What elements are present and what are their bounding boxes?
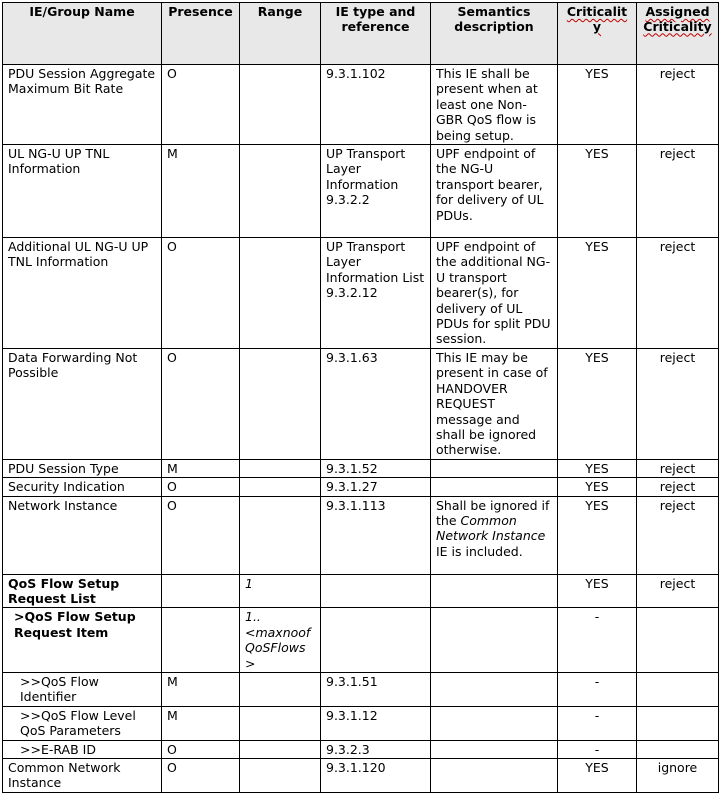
table-row	[3, 740, 719, 758]
semantics	[431, 672, 558, 706]
ie-type: 9.3.1.102	[321, 65, 431, 145]
ie-type: 9.3.1.120	[321, 759, 431, 793]
range	[240, 740, 321, 758]
range	[240, 348, 321, 459]
semantics	[431, 574, 558, 608]
range	[240, 459, 321, 477]
criticality: YES	[558, 145, 637, 238]
ie-name: QoS Flow Setup Request List	[3, 574, 162, 608]
criticality: -	[558, 672, 637, 706]
range	[240, 238, 321, 349]
range	[240, 672, 321, 706]
presence: O	[162, 478, 240, 496]
header-row	[3, 3, 719, 65]
assigned-criticality: reject	[637, 574, 719, 608]
assigned-criticality: reject	[637, 65, 719, 145]
range	[240, 759, 321, 793]
table-row	[3, 145, 719, 238]
ie-name: >QoS Flow Setup Request Item	[3, 608, 162, 673]
presence: O	[162, 759, 240, 793]
ie-type: 9.3.1.52	[321, 459, 431, 477]
range: 1..<maxnoofQoSFlows>	[240, 608, 321, 673]
ie-type: 9.3.1.12	[321, 706, 431, 740]
range	[240, 706, 321, 740]
presence	[162, 608, 240, 673]
presence: O	[162, 348, 240, 459]
table-row	[3, 574, 719, 608]
criticality: YES	[558, 759, 637, 793]
ie-name: Security Indication	[3, 478, 162, 496]
table-row	[3, 706, 719, 740]
ie-type: UP Transport Layer Information List 9.3.2.12	[321, 238, 431, 349]
table-row	[3, 672, 719, 706]
ie-name: Common Network Instance	[3, 759, 162, 793]
table-row	[3, 238, 719, 349]
ie-name: UL NG-U UP TNL Information	[3, 145, 162, 238]
assigned-criticality	[637, 740, 719, 758]
header-ie-type: IE type and reference	[321, 3, 431, 65]
table-row	[3, 348, 719, 459]
criticality: YES	[558, 238, 637, 349]
assigned-criticality: reject	[637, 348, 719, 459]
criticality: -	[558, 740, 637, 758]
header-semantics: Semantics description	[431, 3, 558, 65]
range	[240, 145, 321, 238]
ie-name: PDU Session Aggregate Maximum Bit Rate	[3, 65, 162, 145]
presence: M	[162, 459, 240, 477]
ie-name: PDU Session Type	[3, 459, 162, 477]
ie-type: 9.3.1.113	[321, 496, 431, 574]
table-row	[3, 759, 719, 793]
table-row	[3, 65, 719, 145]
range	[240, 478, 321, 496]
range	[240, 65, 321, 145]
presence: M	[162, 145, 240, 238]
ie-name: >>QoS Flow Identifier	[3, 672, 162, 706]
ie-name: >>QoS Flow Level QoS Parameters	[3, 706, 162, 740]
semantics: This IE may be present in case of HANDOVER REQUEST message and shall be ignored otherwise.	[431, 348, 558, 459]
header-range: Range	[240, 3, 321, 65]
ie-type: 9.3.2.3	[321, 740, 431, 758]
presence: O	[162, 496, 240, 574]
ie-type: 9.3.1.27	[321, 478, 431, 496]
assigned-criticality: ignore	[637, 759, 719, 793]
semantics	[431, 706, 558, 740]
ie-type: UP Transport Layer Information 9.3.2.2	[321, 145, 431, 238]
criticality: YES	[558, 574, 637, 608]
presence: O	[162, 740, 240, 758]
table-row	[3, 478, 719, 496]
assigned-criticality	[637, 608, 719, 673]
criticality: YES	[558, 496, 637, 574]
table-row	[3, 608, 719, 673]
table-row	[3, 459, 719, 477]
presence: O	[162, 65, 240, 145]
assigned-criticality	[637, 706, 719, 740]
presence: M	[162, 706, 240, 740]
header-presence: Presence	[162, 3, 240, 65]
header-assigned-criticality: Assigned Criticality	[637, 3, 719, 65]
table-row	[3, 496, 719, 574]
ie-type: 9.3.1.51	[321, 672, 431, 706]
semantics	[431, 459, 558, 477]
semantics: This IE shall be present when at least one Non-GBR QoS flow is being setup.	[431, 65, 558, 145]
assigned-criticality: reject	[637, 145, 719, 238]
ie-name: >>E-RAB ID	[3, 740, 162, 758]
ie-name: Additional UL NG-U UP TNL Information	[3, 238, 162, 349]
header-ie-group-name: IE/Group Name	[3, 3, 162, 65]
criticality: -	[558, 608, 637, 673]
ie-type	[321, 574, 431, 608]
ie-type: 9.3.1.63	[321, 348, 431, 459]
semantics	[431, 740, 558, 758]
assigned-criticality: reject	[637, 459, 719, 477]
criticality: YES	[558, 478, 637, 496]
criticality: YES	[558, 348, 637, 459]
assigned-criticality: reject	[637, 496, 719, 574]
assigned-criticality: reject	[637, 478, 719, 496]
semantics	[431, 759, 558, 793]
ie-name: Network Instance	[3, 496, 162, 574]
range	[240, 496, 321, 574]
presence: O	[162, 238, 240, 349]
ie-type	[321, 608, 431, 673]
semantics: UPF endpoint of the NG-U transport bearer, for delivery of UL PDUs.	[431, 145, 558, 238]
header-criticality: Criticality	[558, 3, 637, 65]
presence: M	[162, 672, 240, 706]
criticality: YES	[558, 459, 637, 477]
semantics: Shall be ignored if the Common Network Instance IE is included.	[431, 496, 558, 574]
ie-table	[2, 2, 719, 793]
presence	[162, 574, 240, 608]
assigned-criticality: reject	[637, 238, 719, 349]
assigned-criticality	[637, 672, 719, 706]
semantics	[431, 478, 558, 496]
criticality: YES	[558, 65, 637, 145]
semantics: UPF endpoint of the additional NG-U transport bearer(s), for delivery of UL PDUs for split PDU session.	[431, 238, 558, 349]
criticality: -	[558, 706, 637, 740]
ie-name: Data Forwarding Not Possible	[3, 348, 162, 459]
range: 1	[240, 574, 321, 608]
semantics	[431, 608, 558, 673]
